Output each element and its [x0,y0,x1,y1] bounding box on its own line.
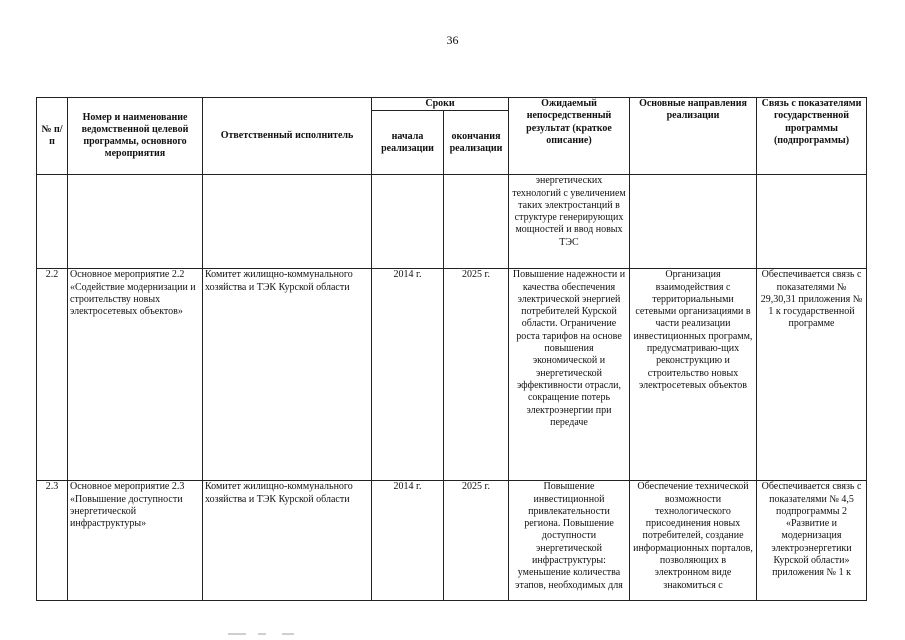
table-row [37,269,867,481]
table-row [37,175,867,269]
row-start: 2014 г. [372,481,444,601]
row-executor: Комитет жилищно-коммунального хозяйства и ТЭК Курской области [203,481,372,601]
row-result: Повышение инвестиционной привлекательности региона. Повышение доступности энергетической инфраструктуры: уменьшение количества этапов, необходимых для [509,481,630,601]
header-row-1 [37,98,867,111]
row-end [444,175,509,269]
header-num: № п/п [37,98,68,175]
row-start: 2014 г. [372,269,444,481]
row-end: 2025 г. [444,269,509,481]
row-num [37,175,68,269]
row-result: энергетических технологий с увеличением таких электростанций в структуре генерирующих мощностей и ввод новых ТЭС [509,175,630,269]
header-directions: Основные направления реализации [630,98,757,175]
row-name: Основное мероприятие 2.3 «Повышение доступности энергетической инфраструктуры» [68,481,203,601]
header-name: Номер и наименование ведомственной целевой программы, основного мероприятия [68,98,203,175]
row-executor: Комитет жилищно-коммунального хозяйства и ТЭК Курской области [203,269,372,481]
program-table [36,97,867,601]
row-name [68,175,203,269]
page-number: 36 [446,33,459,47]
row-num: 2.3 [37,481,68,601]
scan-artifact [0,630,905,640]
row-link: Обеспечивается связь с показателями № 29,30,31 приложения № 1 к государственной программе [757,269,867,481]
header-terms: Сроки [372,98,509,111]
row-start [372,175,444,269]
row-directions [630,175,757,269]
row-directions: Обеспечение технической возможности технологического присоединения новых потребителей, создание информационных порталов, позволяющих в электронном виде знакомиться с [630,481,757,601]
row-name: Основное мероприятие 2.2 «Содействие модернизации и строительству новых электросетевых объектов» [68,269,203,481]
row-executor [203,175,372,269]
header-link: Связь с показателями государственной программы (подпрограммы) [757,98,867,175]
row-directions: Организация взаимодействия с территориальными сетевыми организациями в части реализации инвестиционных программ, предусматриваю-щих реконструкцию и строительство новых электросетевых объектов [630,269,757,481]
row-link [757,175,867,269]
header-start: начала реализации [372,111,444,175]
row-link: Обеспечивается связь с показателями № 4,5 подпрограммы 2 «Развитие и модернизация электроэнергетики Курской области» приложения № 1 к [757,481,867,601]
table-row [37,481,867,601]
header-result: Ожидаемый непосредственный результат (краткое описание) [509,98,630,175]
row-num: 2.2 [37,269,68,481]
row-result: Повышение надежности и качества обеспечения электрической энергией потребителей Курской области. Ограничение роста тарифов на основе повышения экономической и энергетической эффективности отрасли, сокращение потерь электроэнергии при передаче [509,269,630,481]
header-executor: Ответственный исполнитель [203,98,372,175]
row-end: 2025 г. [444,481,509,601]
header-end: окончания реализации [444,111,509,175]
